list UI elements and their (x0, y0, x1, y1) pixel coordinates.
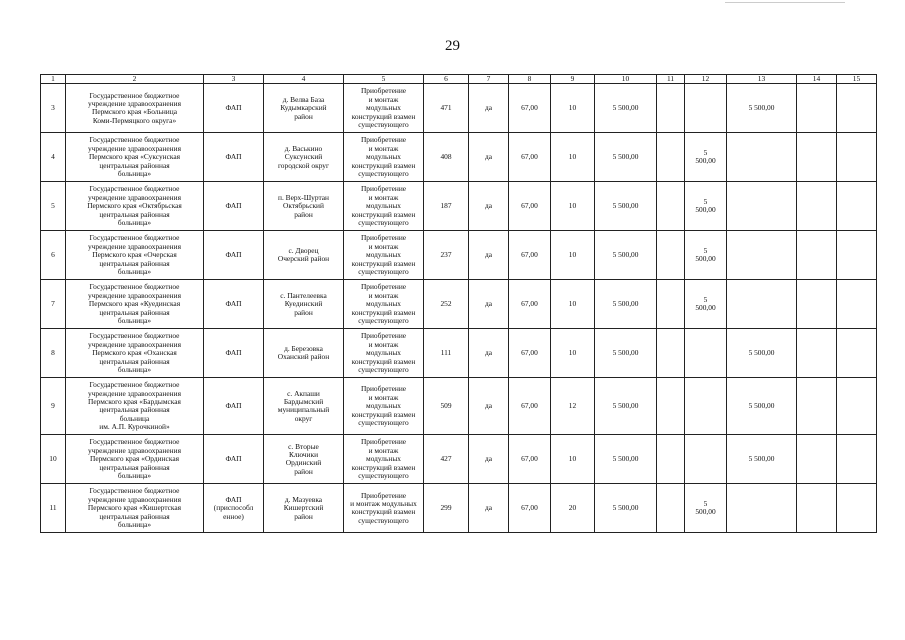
column-header: 3 (204, 75, 264, 84)
cell-col7: да (469, 231, 509, 280)
cell-col13 (727, 280, 797, 329)
institution-cell: Государственное бюджетное учреждение здравоохранения Пермского края «Суксунская центральная районная больница» (66, 133, 204, 182)
cell-col12 (685, 378, 727, 435)
cell-col8: 67,00 (509, 378, 551, 435)
cell-col7: да (469, 378, 509, 435)
cell-col6: 237 (424, 231, 469, 280)
cell-col10: 5 500,00 (595, 231, 657, 280)
column-header: 5 (344, 75, 424, 84)
cell-col15 (837, 133, 877, 182)
location-cell: д. Велва База Кудымкарский район (264, 84, 344, 133)
row-number: 10 (41, 435, 66, 484)
cell-col15 (837, 84, 877, 133)
cell-col12 (685, 84, 727, 133)
cell-col8: 67,00 (509, 435, 551, 484)
cell-col8: 67,00 (509, 231, 551, 280)
cell-col15 (837, 280, 877, 329)
institution-cell: Государственное бюджетное учреждение здравоохранения Пермского края «Кишертская центральная районная больница» (66, 484, 204, 533)
cell-col15 (837, 435, 877, 484)
location-cell: д. Васькино Суксунский городской округ (264, 133, 344, 182)
activity-cell: Приобретение и монтаж модульных конструкций взамен существующего (344, 182, 424, 231)
cell-col14 (797, 133, 837, 182)
cell-col12: 5 500,00 (685, 133, 727, 182)
location-cell: с. Вторые Ключики Ординский район (264, 435, 344, 484)
column-header: 1 (41, 75, 66, 84)
location-cell: с. Дворец Очерский район (264, 231, 344, 280)
cell-col8: 67,00 (509, 280, 551, 329)
cell-col13: 5 500,00 (727, 378, 797, 435)
cell-col13 (727, 133, 797, 182)
facility-type-cell: ФАП (204, 435, 264, 484)
table-row (41, 378, 877, 435)
column-header: 8 (509, 75, 551, 84)
institution-cell: Государственное бюджетное учреждение здравоохранения Пермского края «Больница Коми-Пермяцкого округа» (66, 84, 204, 133)
column-header: 12 (685, 75, 727, 84)
row-number: 4 (41, 133, 66, 182)
cell-col12 (685, 329, 727, 378)
cell-col12: 5 500,00 (685, 182, 727, 231)
cell-col8: 67,00 (509, 484, 551, 533)
activity-cell: Приобретение и монтаж модульных конструкций взамен существующего (344, 84, 424, 133)
institution-cell: Государственное бюджетное учреждение здравоохранения Пермского края «Октябрьская центральная районная больница» (66, 182, 204, 231)
table-row (41, 133, 877, 182)
cell-col13: 5 500,00 (727, 435, 797, 484)
cell-col11 (657, 133, 685, 182)
activity-cell: Приобретение и монтаж модульных конструкций взамен существующего (344, 231, 424, 280)
cell-col13: 5 500,00 (727, 84, 797, 133)
cell-col13 (727, 182, 797, 231)
cell-col7: да (469, 484, 509, 533)
cell-col9: 10 (551, 84, 595, 133)
cell-col14 (797, 378, 837, 435)
cell-col7: да (469, 182, 509, 231)
cell-col14 (797, 182, 837, 231)
cell-col11 (657, 280, 685, 329)
cell-col10: 5 500,00 (595, 435, 657, 484)
cell-col9: 12 (551, 378, 595, 435)
cell-col6: 252 (424, 280, 469, 329)
cell-col15 (837, 329, 877, 378)
row-number: 6 (41, 231, 66, 280)
column-header: 15 (837, 75, 877, 84)
cell-col8: 67,00 (509, 329, 551, 378)
cell-col9: 10 (551, 280, 595, 329)
row-number: 5 (41, 182, 66, 231)
cell-col9: 20 (551, 484, 595, 533)
row-number: 11 (41, 484, 66, 533)
facility-type-cell: ФАП (204, 182, 264, 231)
institution-cell: Государственное бюджетное учреждение здравоохранения Пермского края «Очерская центральная районная больница» (66, 231, 204, 280)
activity-cell: Приобретение и монтаж модульных конструкций взамен существующего (344, 280, 424, 329)
cell-col15 (837, 378, 877, 435)
facility-type-cell: ФАП (204, 133, 264, 182)
cell-col6: 299 (424, 484, 469, 533)
table-row (41, 84, 877, 133)
facility-type-cell: ФАП (204, 84, 264, 133)
row-number: 8 (41, 329, 66, 378)
facility-type-cell: ФАП (приспособл енное) (204, 484, 264, 533)
cell-col11 (657, 435, 685, 484)
cell-col11 (657, 329, 685, 378)
header-row (41, 75, 877, 84)
cell-col15 (837, 231, 877, 280)
cell-col11 (657, 484, 685, 533)
cell-col8: 67,00 (509, 182, 551, 231)
cell-col7: да (469, 280, 509, 329)
cell-col14 (797, 231, 837, 280)
table-row (41, 484, 877, 533)
page-number: 29 (445, 38, 460, 54)
row-number: 7 (41, 280, 66, 329)
cell-col12 (685, 435, 727, 484)
location-cell: с. Пантелеевка Куединский район (264, 280, 344, 329)
facility-type-cell: ФАП (204, 280, 264, 329)
cell-col10: 5 500,00 (595, 182, 657, 231)
cell-col12: 5 500,00 (685, 231, 727, 280)
cell-col6: 509 (424, 378, 469, 435)
cell-col9: 10 (551, 435, 595, 484)
location-cell: д. Березовка Оханский район (264, 329, 344, 378)
facility-type-cell: ФАП (204, 231, 264, 280)
location-cell: с. Акпаши Бардымский муниципальный округ (264, 378, 344, 435)
institution-cell: Государственное бюджетное учреждение здравоохранения Пермского края «Оханская центральная районная больница» (66, 329, 204, 378)
cell-col6: 427 (424, 435, 469, 484)
cell-col10: 5 500,00 (595, 484, 657, 533)
scan-artifact-line (725, 2, 845, 3)
cell-col14 (797, 329, 837, 378)
cell-col12: 5 500,00 (685, 484, 727, 533)
cell-col13 (727, 484, 797, 533)
cell-col7: да (469, 329, 509, 378)
activity-cell: Приобретение и монтаж модульных конструкций взамен существующего (344, 484, 424, 533)
column-header: 10 (595, 75, 657, 84)
facility-type-cell: ФАП (204, 329, 264, 378)
cell-col13 (727, 231, 797, 280)
cell-col10: 5 500,00 (595, 84, 657, 133)
column-header: 6 (424, 75, 469, 84)
institution-cell: Государственное бюджетное учреждение здравоохранения Пермского края «Ординская центральная районная больница» (66, 435, 204, 484)
cell-col6: 187 (424, 182, 469, 231)
cell-col11 (657, 182, 685, 231)
cell-col10: 5 500,00 (595, 133, 657, 182)
cell-col9: 10 (551, 182, 595, 231)
activity-cell: Приобретение и монтаж модульных конструкций взамен существующего (344, 133, 424, 182)
cell-col9: 10 (551, 133, 595, 182)
cell-col15 (837, 182, 877, 231)
cell-col11 (657, 378, 685, 435)
cell-col12: 5 500,00 (685, 280, 727, 329)
location-cell: п. Верх-Шуртан Октябрьский район (264, 182, 344, 231)
cell-col6: 471 (424, 84, 469, 133)
column-header: 11 (657, 75, 685, 84)
cell-col14 (797, 84, 837, 133)
cell-col11 (657, 231, 685, 280)
table-row (41, 435, 877, 484)
column-header: 7 (469, 75, 509, 84)
column-header: 13 (727, 75, 797, 84)
cell-col9: 10 (551, 329, 595, 378)
cell-col14 (797, 484, 837, 533)
table-row (41, 231, 877, 280)
cell-col13: 5 500,00 (727, 329, 797, 378)
location-cell: д. Мазуевка Кишертский район (264, 484, 344, 533)
cell-col11 (657, 84, 685, 133)
column-header: 4 (264, 75, 344, 84)
cell-col10: 5 500,00 (595, 378, 657, 435)
cell-col7: да (469, 84, 509, 133)
cell-col8: 67,00 (509, 84, 551, 133)
cell-col7: да (469, 435, 509, 484)
table-row (41, 280, 877, 329)
cell-col10: 5 500,00 (595, 280, 657, 329)
institution-cell: Государственное бюджетное учреждение здравоохранения Пермского края «Куединская центральная районная больница» (66, 280, 204, 329)
cell-col7: да (469, 133, 509, 182)
activity-cell: Приобретение и монтаж модульных конструкций взамен существующего (344, 329, 424, 378)
data-table (40, 74, 877, 533)
cell-col6: 111 (424, 329, 469, 378)
cell-col9: 10 (551, 231, 595, 280)
institution-cell: Государственное бюджетное учреждение здравоохранения Пермского края «Бардымская центральная районная больница им. А.П. Курочкиной» (66, 378, 204, 435)
cell-col8: 67,00 (509, 133, 551, 182)
row-number: 3 (41, 84, 66, 133)
cell-col14 (797, 280, 837, 329)
table-row (41, 182, 877, 231)
cell-col10: 5 500,00 (595, 329, 657, 378)
table-row (41, 329, 877, 378)
column-header: 2 (66, 75, 204, 84)
cell-col14 (797, 435, 837, 484)
column-header: 9 (551, 75, 595, 84)
facility-type-cell: ФАП (204, 378, 264, 435)
cell-col6: 408 (424, 133, 469, 182)
activity-cell: Приобретение и монтаж модульных конструкций взамен существующего (344, 435, 424, 484)
row-number: 9 (41, 378, 66, 435)
column-header: 14 (797, 75, 837, 84)
activity-cell: Приобретение и монтаж модульных конструкций взамен существующего (344, 378, 424, 435)
cell-col15 (837, 484, 877, 533)
